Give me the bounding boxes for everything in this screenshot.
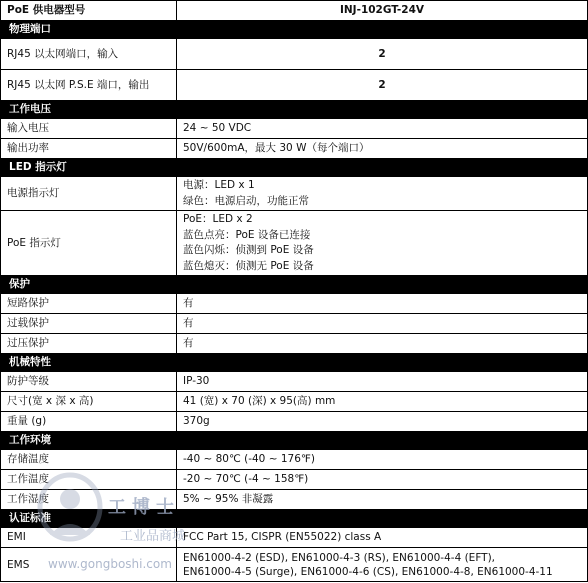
watermark-subtitle: 工业品商城 (120, 529, 186, 544)
table-row (1, 294, 588, 314)
table-row (1, 119, 588, 139)
table-row (1, 470, 588, 490)
section-title: 工作环境 (1, 432, 588, 450)
row-value: 370g (177, 412, 588, 432)
model-value: INJ-102GT-24V (177, 1, 588, 21)
row-value: -40 ~ 80℃ (-40 ~ 176℉) (177, 450, 588, 470)
row-label: 输入电压 (1, 119, 177, 139)
section-title: 机械特性 (1, 354, 588, 372)
row-label: 过压保护 (1, 334, 177, 354)
table-row (1, 450, 588, 470)
section-led (1, 159, 588, 177)
table-row (1, 70, 588, 101)
value-line: PoE：LED x 2 (183, 213, 253, 225)
row-label: 过载保护 (1, 314, 177, 334)
section-protection (1, 276, 588, 294)
row-value (177, 211, 588, 276)
table-row (1, 139, 588, 159)
row-value: 2 (177, 70, 588, 101)
row-value: 41 (宽) x 70 (深) x 95(高) mm (177, 392, 588, 412)
value-line: 蓝色闪烁：侦测到 PoE 设备 (183, 244, 314, 256)
row-value: 有 (177, 314, 588, 334)
section-physical (1, 21, 588, 39)
value-line: EN61000-4-2 (ESD), EN61000-4-3 (RS), EN61000-4-4 (EFT), (183, 551, 496, 564)
table-row (1, 548, 588, 582)
row-label: EMI (1, 528, 177, 548)
row-value: 50V/600mA，最大 30 W（每个端口） (177, 139, 588, 159)
section-title: 认证标准 (1, 510, 588, 528)
row-value (177, 548, 588, 582)
value-line: EN61000-4-5 (Surge), EN61000-4-6 (CS), EN61000-4-8, EN61000-4-11 (183, 565, 553, 578)
row-label: 输出功率 (1, 139, 177, 159)
section-title: 保护 (1, 276, 588, 294)
row-label: 重量 (g) (1, 412, 177, 432)
model-label: PoE 供电器型号 (1, 1, 177, 21)
row-value: IP-30 (177, 372, 588, 392)
table-row (1, 528, 588, 548)
row-value (177, 177, 588, 211)
row-label: 防护等级 (1, 372, 177, 392)
table-row (1, 334, 588, 354)
row-value: 5% ~ 95% 非凝露 (177, 490, 588, 510)
section-voltage (1, 101, 588, 119)
value-line: 蓝色熄灭：侦测无 PoE 设备 (183, 259, 314, 272)
row-label: 存储温度 (1, 450, 177, 470)
table-row (1, 412, 588, 432)
section-title: 物理端口 (1, 21, 588, 39)
table-row (1, 490, 588, 510)
row-label: 短路保护 (1, 294, 177, 314)
row-value: 24 ~ 50 VDC (177, 119, 588, 139)
row-label: EMS (1, 548, 177, 582)
value-line: 蓝色点亮：PoE 设备已连接 (183, 228, 311, 241)
row-label: 尺寸(宽 x 深 x 高) (1, 392, 177, 412)
section-title: 工作电压 (1, 101, 588, 119)
table-row (1, 177, 588, 211)
value-line: 绿色：电源启动，功能正常 (183, 194, 309, 207)
watermark-brand: 工博士 (108, 497, 180, 518)
model-row (1, 1, 588, 21)
table-row (1, 314, 588, 334)
row-label: 工作湿度 (1, 490, 177, 510)
table-row (1, 211, 588, 276)
watermark-url: www.gongboshi.com (48, 557, 172, 571)
value-line: 电源：LED x 1 (183, 179, 255, 191)
row-value: 有 (177, 294, 588, 314)
section-mechanical (1, 354, 588, 372)
row-label: 工作温度 (1, 470, 177, 490)
row-value: 有 (177, 334, 588, 354)
section-environment (1, 432, 588, 450)
row-label: PoE 指示灯 (1, 211, 177, 276)
row-label: RJ45 以太网端口，输入 (1, 39, 177, 70)
row-value: FCC Part 15, CISPR (EN55022) class A (177, 528, 588, 548)
table-row (1, 392, 588, 412)
row-label: RJ45 以太网 P.S.E 端口，输出 (1, 70, 177, 101)
table-row (1, 39, 588, 70)
section-certification (1, 510, 588, 528)
row-value: 2 (177, 39, 588, 70)
row-label: 电源指示灯 (1, 177, 177, 211)
table-row (1, 372, 588, 392)
row-value: -20 ~ 70℃ (-4 ~ 158℉) (177, 470, 588, 490)
section-title: LED 指示灯 (1, 159, 588, 177)
